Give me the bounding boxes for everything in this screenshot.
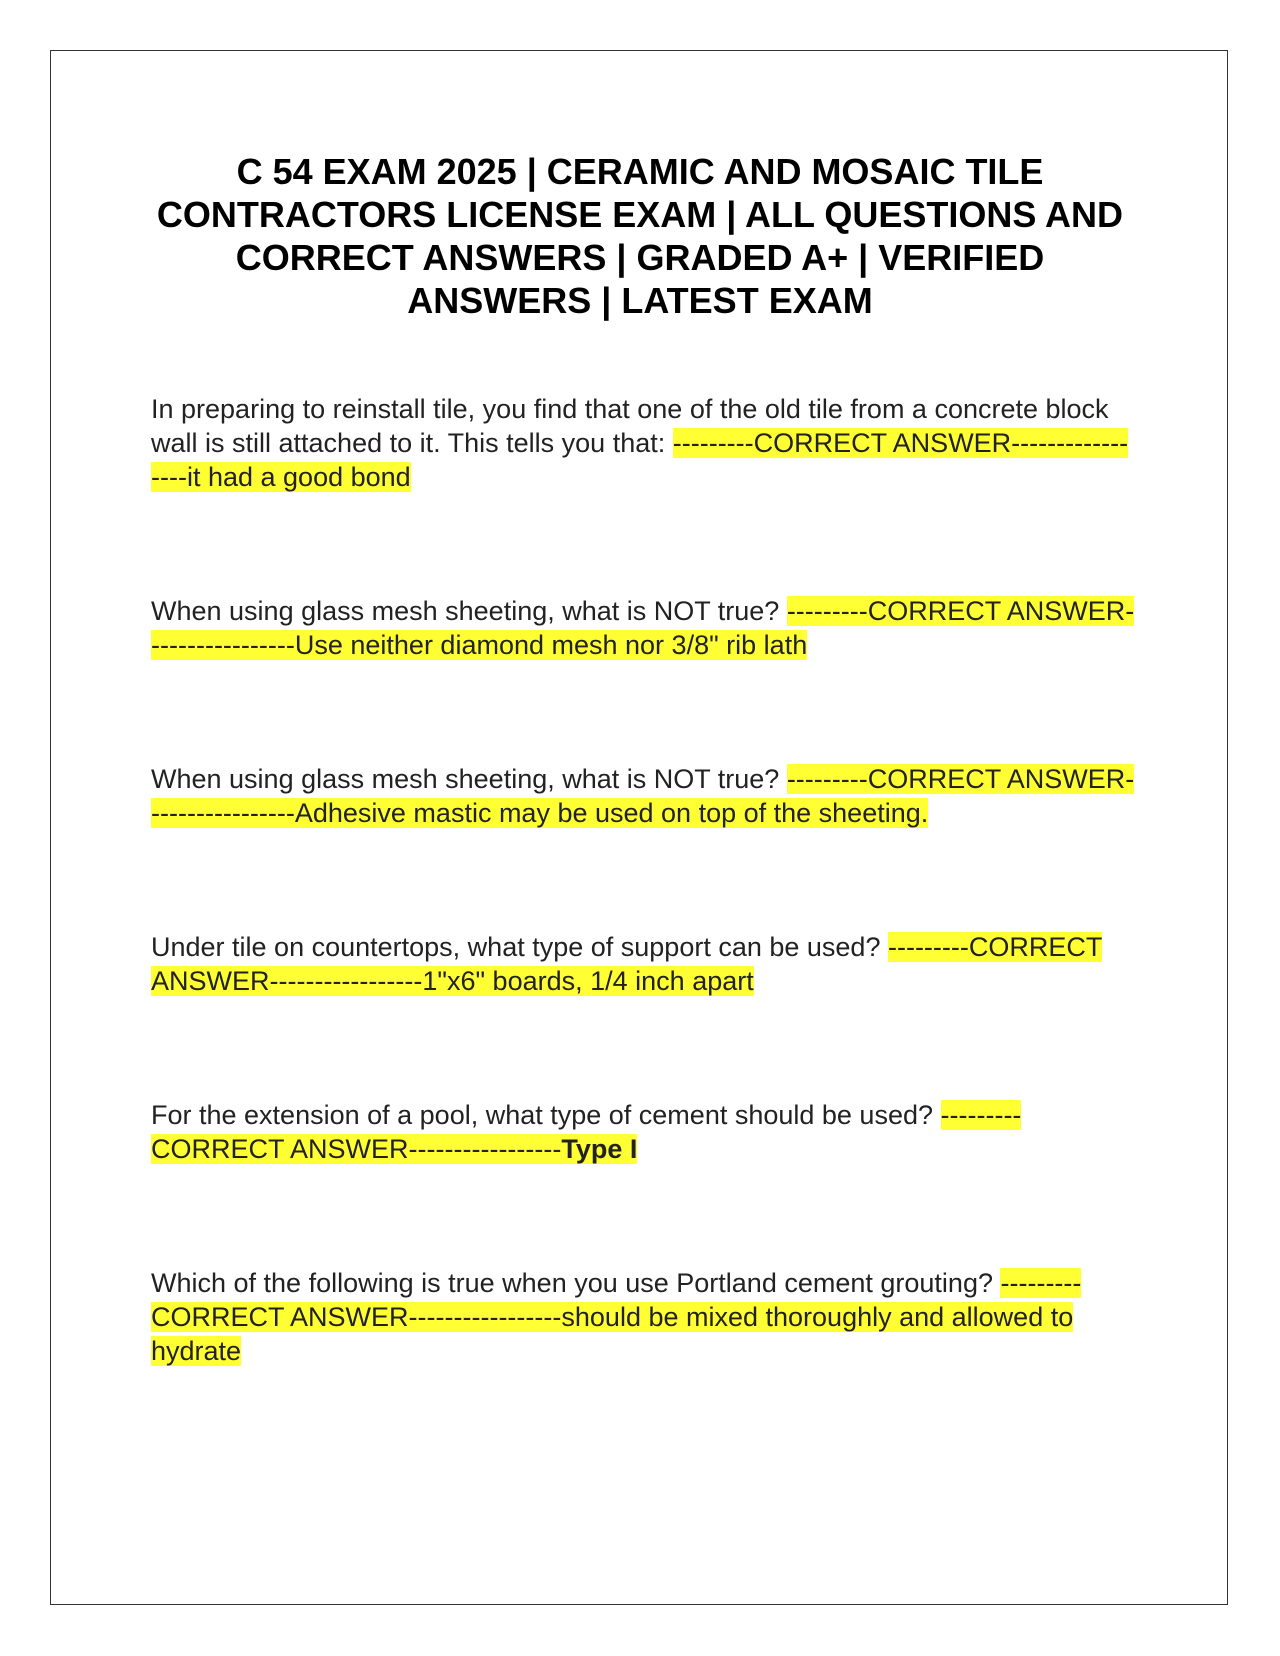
answer-text: should be mixed thoroughly and allowed to hydrate: [151, 1302, 1074, 1366]
answer-marker: ---------CORRECT ANSWER-----------------: [151, 1268, 1082, 1332]
question-text: When using glass mesh sheeting, what is NOT true?: [151, 764, 787, 794]
qa-item-6: [151, 1266, 1136, 1368]
answer-text: Type I: [561, 1134, 638, 1164]
answer-text: 1"x6" boards, 1/4 inch apart: [422, 966, 754, 996]
question-text: When using glass mesh sheeting, what is NOT true?: [151, 596, 787, 626]
qa-item-1: [151, 392, 1136, 494]
answer-marker: ---------CORRECT ANSWER-----------------: [151, 764, 1135, 828]
answer-text: it had a good bond: [186, 462, 411, 492]
answer-marker: ---------CORRECT ANSWER-----------------: [151, 1100, 1022, 1164]
qa-item-2: [151, 594, 1136, 662]
answer-marker: ---------CORRECT ANSWER-----------------: [151, 596, 1135, 660]
question-text: Which of the following is true when you use Portland cement grouting?: [151, 1268, 1001, 1298]
qa-list: [151, 392, 1136, 1368]
question-text: For the extension of a pool, what type of cement should be used?: [151, 1100, 941, 1130]
question-text: In preparing to reinstall tile, you find that one of the old tile from a concrete block wall is still attached to it. This tells you that:: [151, 394, 1109, 458]
answer-text: Adhesive mastic may be used on top of the sheeting.: [294, 798, 929, 828]
answer-marker: ---------CORRECT ANSWER-----------------: [151, 932, 1102, 996]
qa-item-3: [151, 762, 1136, 830]
question-text: Under tile on countertops, what type of support can be used?: [151, 932, 888, 962]
answer-text: Use neither diamond mesh nor 3/8" rib lath: [294, 630, 808, 660]
answer-marker: ---------CORRECT ANSWER-----------------: [151, 428, 1129, 492]
qa-item-5: [151, 1098, 1136, 1166]
qa-item-4: [151, 930, 1136, 998]
document-title: C 54 EXAM 2025 | CERAMIC AND MOSAIC TILE CONTRACTORS LICENSE EXAM | ALL QUESTIONS AND CORRECT ANSWERS | GRADED A+ | VERIFIED ANSWERS | LATEST EXAM: [156, 151, 1124, 321]
